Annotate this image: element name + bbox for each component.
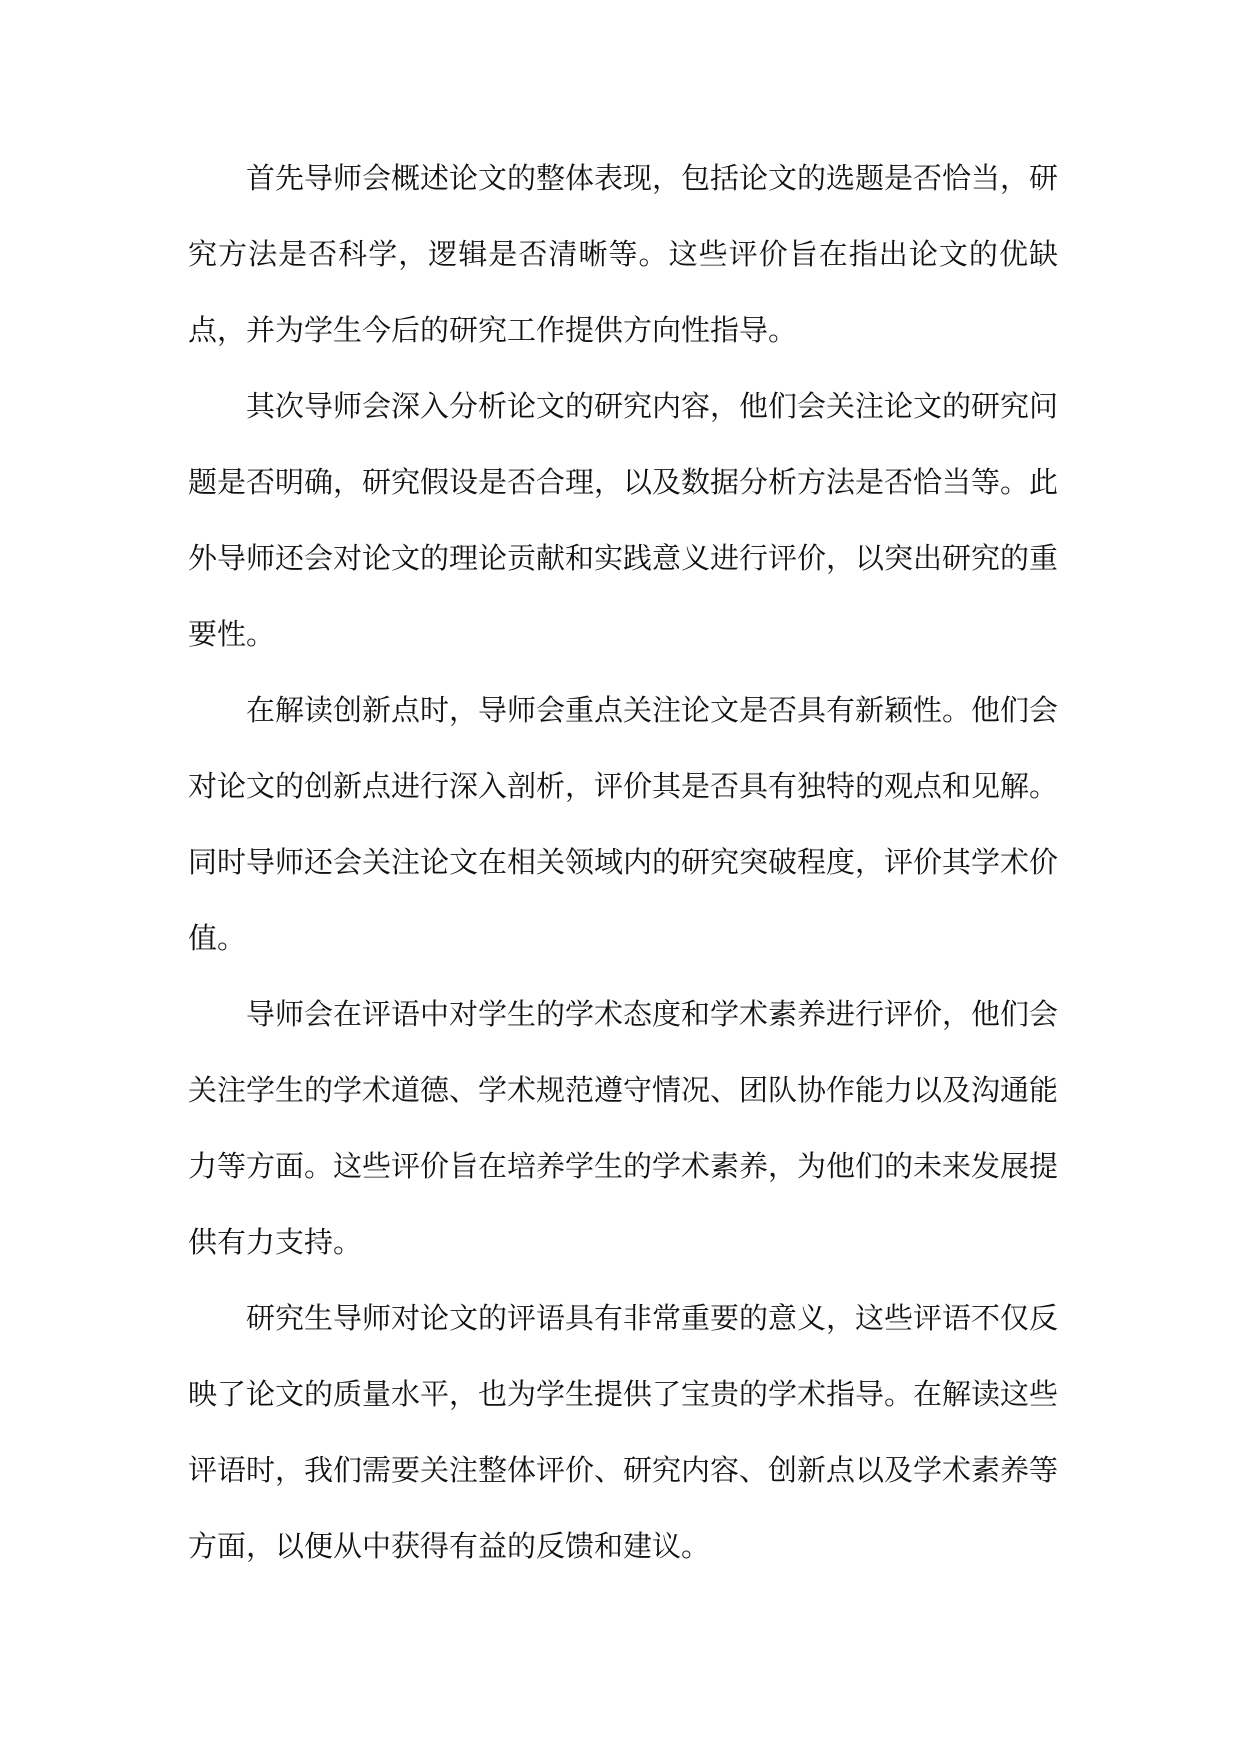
paragraph-1: 首先导师会概述论文的整体表现，包括论文的选题是否恰当，研究方法是否科学，逻辑是否清晰等。这些评价旨在指出论文的优缺点，并为学生今后的研究工作提供方向性指导。 [188, 161, 1059, 347]
paragraph-2: 其次导师会深入分析论文的研究内容，他们会关注论文的研究问题是否明确，研究假设是否合理，以及数据分析方法是否恰当等。此外导师还会对论文的理论贡献和实践意义进行评价，以突出研究的重要性。 [188, 389, 1059, 651]
paragraph-4: 导师会在评语中对学生的学术态度和学术素养进行评价，他们会关注学生的学术道德、学术规范遵守情况、团队协作能力以及沟通能力等方面。这些评价旨在培养学生的学术素养，为他们的未来发展提供有力支持。 [188, 997, 1059, 1259]
paragraph-3: 在解读创新点时，导师会重点关注论文是否具有新颖性。他们会对论文的创新点进行深入剖析，评价其是否具有独特的观点和见解。同时导师还会关注论文在相关领域内的研究突破程度，评价其学术价值。 [188, 693, 1059, 955]
document-body [188, 140, 1058, 1584]
paragraph-5: 研究生导师对论文的评语具有非常重要的意义，这些评语不仅反映了论文的质量水平，也为学生提供了宝贵的学术指导。在解读这些评语时，我们需要关注整体评价、研究内容、创新点以及学术素养等方面，以便从中获得有益的反馈和建议。 [188, 1301, 1059, 1563]
